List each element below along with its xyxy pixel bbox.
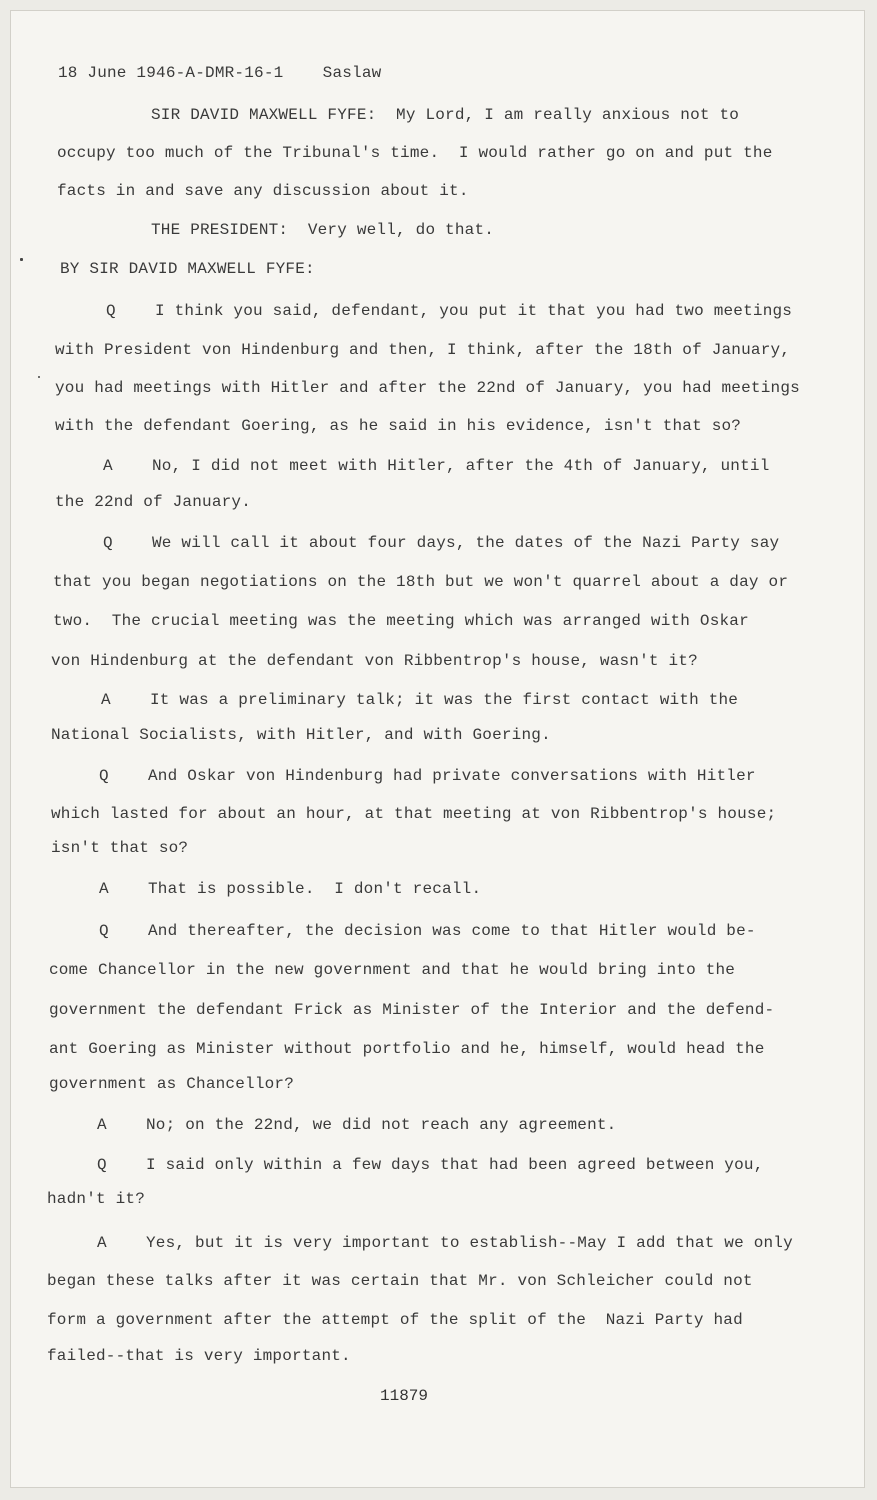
text-line: A That is possible. I don't recall. [99,880,482,898]
page-number: 11879 [380,1387,429,1405]
ink-speck [38,376,40,378]
text-line: government as Chancellor? [49,1075,295,1093]
text-line: began these talks after it was certain that Mr. von Schleicher could not [47,1272,753,1290]
text-line: with the defendant Goering, as he said in his evidence, isn't that so? [55,417,742,435]
text-line: A No; on the 22nd, we did not reach any agreement. [97,1116,617,1134]
text-line: ant Goering as Minister without portfolio and he, himself, would head the [49,1040,765,1058]
text-line: facts in and save any discussion about it. [57,182,469,200]
text-line: that you began negotiations on the 18th but we won't quarrel about a day or [53,573,789,591]
text-line: failed--that is very important. [47,1347,351,1365]
text-line: two. The crucial meeting was the meeting which was arranged with Oskar [53,612,749,630]
transcript-page [10,10,865,1488]
text-line: BY SIR DAVID MAXWELL FYFE: [60,260,315,278]
text-line: hadn't it? [47,1190,146,1208]
text-line: with President von Hindenburg and then, I think, after the 18th of January, [55,341,791,359]
text-line: THE PRESIDENT: Very well, do that. [151,221,495,239]
text-line: Q And Oskar von Hindenburg had private conversations with Hitler [99,767,756,785]
text-line: you had meetings with Hitler and after the 22nd of January, you had meetings [55,379,800,397]
text-line: the 22nd of January. [55,493,252,511]
text-line: A It was a preliminary talk; it was the first contact with the [101,691,739,709]
text-line: Q And thereafter, the decision was come to that Hitler would be- [99,922,756,940]
text-line: Q I said only within a few days that had been agreed between you, [97,1156,764,1174]
text-line: A Yes, but it is very important to establish--May I add that we only [97,1234,793,1252]
text-line: von Hindenburg at the defendant von Ribbentrop's house, wasn't it? [51,652,698,670]
text-line: Q I think you said, defendant, you put it that you had two meetings [106,302,793,320]
text-line: government the defendant Frick as Minister of the Interior and the defend- [49,1001,775,1019]
text-line: which lasted for about an hour, at that meeting at von Ribbentrop's house; [51,805,777,823]
text-line: SIR DAVID MAXWELL FYFE: My Lord, I am really anxious not to [151,106,740,124]
page-header: 18 June 1946-A-DMR-16-1 Saslaw [58,64,382,82]
text-line: A No, I did not meet with Hitler, after the 4th of January, until [103,457,770,475]
text-line: National Socialists, with Hitler, and with Goering. [51,726,551,744]
text-line: form a government after the attempt of the split of the Nazi Party had [47,1311,743,1329]
text-line: occupy too much of the Tribunal's time. I would rather go on and put the [57,144,773,162]
text-line: come Chancellor in the new government and that he would bring into the [49,961,736,979]
ink-speck [20,258,23,261]
text-line: isn't that so? [51,839,189,857]
text-line: Q We will call it about four days, the dates of the Nazi Party say [103,534,780,552]
